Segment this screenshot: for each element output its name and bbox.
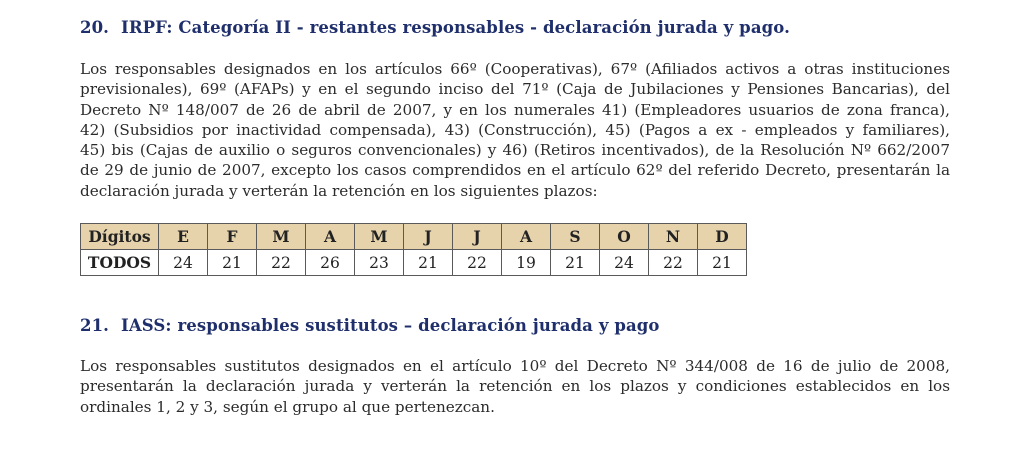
month-cell: J	[453, 224, 502, 250]
deadline-table	[80, 223, 747, 276]
month-cell: M	[355, 224, 404, 250]
table-header-row	[81, 224, 747, 250]
month-cell: N	[649, 224, 698, 250]
month-cell: D	[698, 224, 747, 250]
section-20-paragraph	[80, 59, 950, 201]
day-cell: 22	[649, 250, 698, 276]
day-cell: 22	[257, 250, 306, 276]
paragraph-line: presentarán la declaración jurada y verterán la retención en los plazos y condiciones establecidos en los	[80, 377, 950, 396]
month-cell: A	[306, 224, 355, 250]
paragraph-line: de 29 de junio de 2007, excepto los casos comprendidos en el artículo 62º del referido Decreto, presentarán la	[80, 161, 950, 180]
section-20-heading	[80, 18, 790, 37]
row-label-cell: TODOS	[81, 250, 159, 276]
paragraph-line: ordinales 1, 2 y 3, según el grupo al que pertenezcan.	[80, 397, 495, 416]
day-cell: 26	[306, 250, 355, 276]
header-label-cell: Dígitos	[81, 224, 159, 250]
month-cell: J	[404, 224, 453, 250]
month-cell: S	[551, 224, 600, 250]
section-21-title: IASS: responsables sustitutos – declaración jurada y pago	[121, 316, 660, 335]
day-cell: 21	[208, 250, 257, 276]
section-21-paragraph	[80, 356, 950, 417]
section-20-number: 20.	[80, 18, 110, 37]
paragraph-line: Los responsables designados en los artículos 66º (Cooperativas), 67º (Afiliados activos a otras instituciones	[80, 60, 950, 78]
day-cell: 21	[698, 250, 747, 276]
paragraph-line: 45) bis (Cajas de auxilio o seguros convencionales) y 46) (Retiros incentivados), de la Resolución Nº 662/2007	[80, 141, 950, 160]
paragraph-line: Decreto Nº 148/007 de 26 de abril de 2007, y en los numerales 41) (Empleadores usuarios de zona franca),	[80, 100, 950, 119]
day-cell: 22	[453, 250, 502, 276]
day-cell: 23	[355, 250, 404, 276]
day-cell: 21	[404, 250, 453, 276]
day-cell: 24	[600, 250, 649, 276]
section-21-number: 21.	[80, 316, 110, 335]
section-20-title: IRPF: Categoría II - restantes responsables - declaración jurada y pago.	[121, 18, 790, 37]
month-cell: O	[600, 224, 649, 250]
paragraph-line: previsionales), 69º (AFAPs) y en el segundo inciso del 71º (Caja de Jubilaciones y Pensiones Bancarias), del	[80, 80, 950, 99]
section-21-heading	[80, 316, 660, 335]
month-cell: F	[208, 224, 257, 250]
table-row	[81, 250, 747, 276]
month-cell: A	[502, 224, 551, 250]
day-cell: 24	[159, 250, 208, 276]
day-cell: 21	[551, 250, 600, 276]
paragraph-line: Los responsables sustitutos designados en el artículo 10º del Decreto Nº 344/008 de 16 de julio de 2008,	[80, 357, 950, 375]
paragraph-line: declaración jurada y verterán la retención en los siguientes plazos:	[80, 181, 598, 200]
month-cell: E	[159, 224, 208, 250]
day-cell: 19	[502, 250, 551, 276]
month-cell: M	[257, 224, 306, 250]
paragraph-line: 42) (Subsidios por inactividad compensada), 43) (Construcción), 45) (Pagos a ex - empleados y familiares),	[80, 120, 950, 139]
